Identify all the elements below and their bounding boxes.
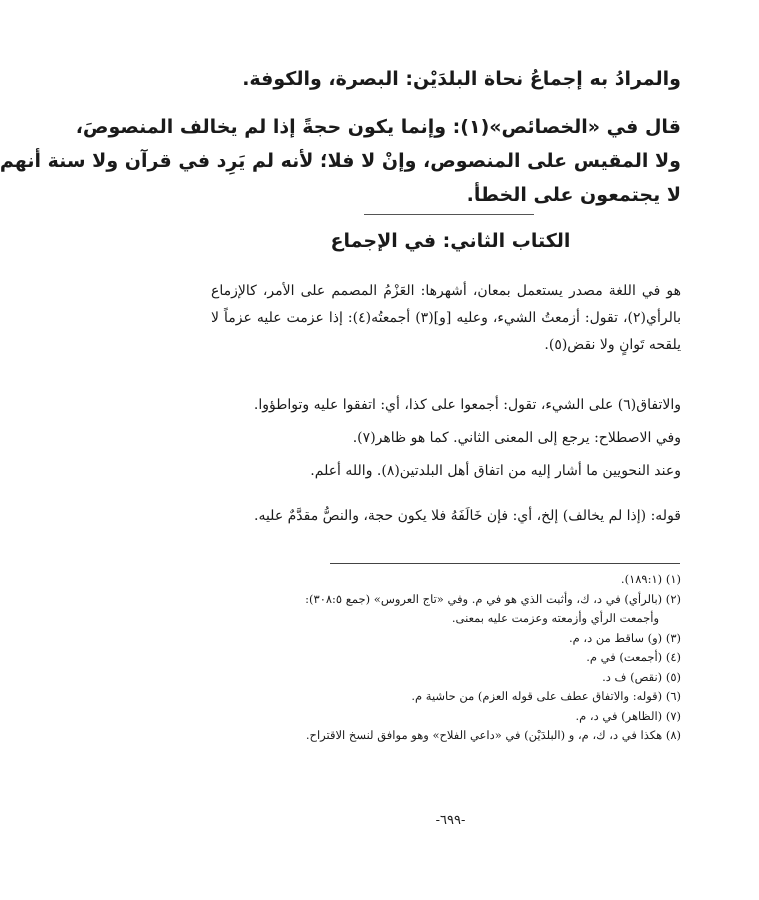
matn-line-2: قال في «الخصائص»(١): وإنما يكون حجةً إذا لم يخالف المنصوصَ،: [75, 116, 681, 138]
chapter-title: الكتاب الثاني: في الإجماع: [330, 230, 571, 252]
matn-line-4: لا يجتمعون على الخطأ.: [466, 184, 681, 206]
footnote-2-continuation: وأجمعت الرأي وأزمعته وعزمت عليه بمعنى.: [451, 611, 659, 625]
footnote-6: (٦) (قوله: والاتفاق عطف على قوله العزم) من حاشية م.: [411, 689, 681, 703]
footnote-7: (٧) (الظاهر) في د، م.: [575, 708, 681, 723]
matn-line-3: ولا المقيس على المنصوص، وإنْ لا فلا؛ لأنه لم يَرِد في قرآن ولا سنة أنهم: [0, 150, 681, 172]
page-number: -٦٩٩-: [435, 813, 466, 828]
footnote-5: (٥) (نقص) ف د.: [602, 669, 681, 684]
footnote-1: (١) (١٨٩:١).: [620, 572, 681, 586]
footnote-4: (٤) (أجمعت) في م.: [586, 650, 681, 664]
sharh-paragraph-1: هو في اللغة مصدر يستعمل بمعان، أشهرها: العَزْمُ المصمم على الأمر، كالإزماع بالرأي(٢)، تقول: أزمعتُ الشيء، وعليه [و](٣) أجمعتُه(٤): إذا عزمت عليه عزماً لا يلقحه تَوانٍ ولا نقض(٥).: [211, 283, 681, 353]
footnote-8: (٨) هكذا في د، ك، م، و (البلدَيْن) في «داعي الفلاح» وهو موافق لنسخ الاقتراح.: [305, 728, 681, 742]
footnote-3: (٣) (و) ساقط من د، م.: [568, 630, 681, 645]
footnotes-list: [211, 570, 681, 746]
sharh-paragraph-5: قوله: (إذا لم يخالف) إلخ، أي: فإن خَالَفَهُ فلا يكون حجة، والنصُّ مقدَّمٌ عليه.: [254, 508, 681, 524]
sharh-paragraph-4: وعند النحويين ما أشار إليه من اتفاق أهل البلدتين(٨). والله أعلم.: [310, 463, 681, 479]
footnote-2: (٢) (بالرأي) في د، ك، وأثبت الذي هو في م. وفي «تاج العروس» (جمع ٣٠٨:٥):: [305, 591, 681, 606]
matn-line-1: والمرادُ به إجماعُ نحاة البلدَيْن: البصرة، والكوفة.: [242, 68, 681, 90]
sharh-paragraph-3: وفي الاصطلاح: يرجع إلى المعنى الثاني. كما هو ظاهر(٧).: [352, 430, 681, 446]
sharh-paragraph-2: والاتفاق(٦) على الشيء، تقول: أجمعوا على كذا، أي: اتفقوا عليه وتواطؤوا.: [253, 397, 681, 413]
footnote-separator: [330, 563, 680, 564]
section-divider: [364, 214, 534, 215]
